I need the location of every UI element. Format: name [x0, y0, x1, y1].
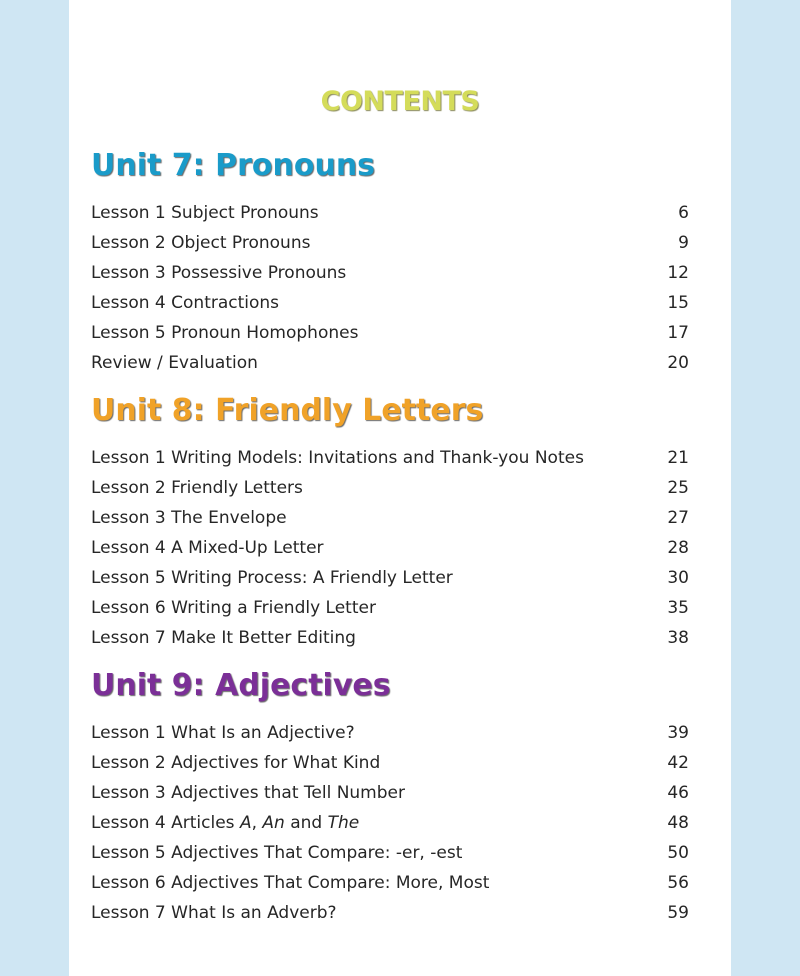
lesson-title: Lesson 5 Adjectives That Compare: -er, -est: [91, 843, 463, 863]
toc-entry[interactable]: [91, 508, 689, 538]
unit-8-heading: Unit 8: Friendly Letters: [91, 393, 484, 428]
toc-entry[interactable]: [91, 538, 689, 568]
toc-entry[interactable]: [91, 568, 689, 598]
page-number: 17: [667, 323, 689, 343]
toc-entry[interactable]: [91, 723, 689, 753]
toc-entry[interactable]: [91, 293, 689, 323]
article-an: An: [262, 813, 285, 833]
unit-7-heading: Unit 7: Pronouns: [91, 148, 376, 183]
page-number: 39: [667, 723, 689, 743]
page-number: 48: [667, 813, 689, 833]
contents-heading: CONTENTS: [320, 86, 480, 117]
lesson-title-part: and: [284, 813, 328, 833]
page-number: 28: [667, 538, 689, 558]
lesson-title: Lesson 3 Possessive Pronouns: [91, 263, 347, 283]
page-number: 27: [667, 508, 689, 528]
lesson-title: Lesson 5 Pronoun Homophones: [91, 323, 359, 343]
lesson-title: Lesson 1 Subject Pronouns: [91, 203, 319, 223]
lesson-title-part: ,: [251, 813, 263, 833]
page-number: 25: [667, 478, 689, 498]
lesson-title: Lesson 5 Writing Process: A Friendly Letter: [91, 568, 453, 588]
page-number: 42: [667, 753, 689, 773]
page-number: 20: [667, 353, 689, 373]
lesson-title: Lesson 6 Writing a Friendly Letter: [91, 598, 376, 618]
unit-9-heading: Unit 9: Adjectives: [91, 668, 391, 703]
toc-entry[interactable]: [91, 448, 689, 478]
page-number: 59: [667, 903, 689, 923]
toc-entry[interactable]: [91, 783, 689, 813]
toc-entry[interactable]: [91, 263, 689, 293]
lesson-title: Lesson 4 Contractions: [91, 293, 280, 313]
page-number: 9: [678, 233, 689, 253]
lesson-title: Lesson 7 Make It Better Editing: [91, 628, 356, 648]
lesson-title: Lesson 2 Object Pronouns: [91, 233, 311, 253]
page-number: 21: [667, 448, 689, 468]
toc-entry[interactable]: [91, 478, 689, 508]
lesson-title: Lesson 4 A Mixed-Up Letter: [91, 538, 324, 558]
page-number: 56: [667, 873, 689, 893]
toc-entry[interactable]: [91, 873, 689, 903]
page-number: 6: [678, 203, 689, 223]
page-number: 30: [667, 568, 689, 588]
toc-entry[interactable]: [91, 598, 689, 628]
lesson-title: Lesson 2 Adjectives for What Kind: [91, 753, 381, 773]
toc-entry[interactable]: [91, 813, 689, 843]
lesson-title: Lesson 1 What Is an Adjective?: [91, 723, 355, 743]
page-number: 12: [667, 263, 689, 283]
toc-entry[interactable]: [91, 628, 689, 658]
toc-entry[interactable]: [91, 753, 689, 783]
lesson-title-part: Lesson 4 Articles: [91, 813, 240, 833]
toc-entry[interactable]: [91, 353, 689, 383]
page-number: 38: [667, 628, 689, 648]
lesson-title: Lesson 2 Friendly Letters: [91, 478, 303, 498]
lesson-title: Lesson 6 Adjectives That Compare: More, Most: [91, 873, 490, 893]
page-number: 50: [667, 843, 689, 863]
lesson-title: Lesson 7 What Is an Adverb?: [91, 903, 337, 923]
toc-entry[interactable]: [91, 323, 689, 353]
toc-entry[interactable]: [91, 233, 689, 263]
page-number: 15: [667, 293, 689, 313]
toc-entry[interactable]: [91, 843, 689, 873]
toc-entry[interactable]: [91, 903, 689, 933]
contents-page: [69, 0, 731, 976]
lesson-title: Lesson 3 The Envelope: [91, 508, 287, 528]
page-number: 46: [667, 783, 689, 803]
page-number: 35: [667, 598, 689, 618]
article-the: The: [327, 813, 360, 833]
lesson-title: [91, 813, 359, 833]
lesson-title: Review / Evaluation: [91, 353, 258, 373]
lesson-title: Lesson 1 Writing Models: Invitations and Thank-you Notes: [91, 448, 584, 468]
lesson-title: Lesson 3 Adjectives that Tell Number: [91, 783, 405, 803]
article-a: A: [239, 813, 252, 833]
toc-entry[interactable]: [91, 203, 689, 233]
